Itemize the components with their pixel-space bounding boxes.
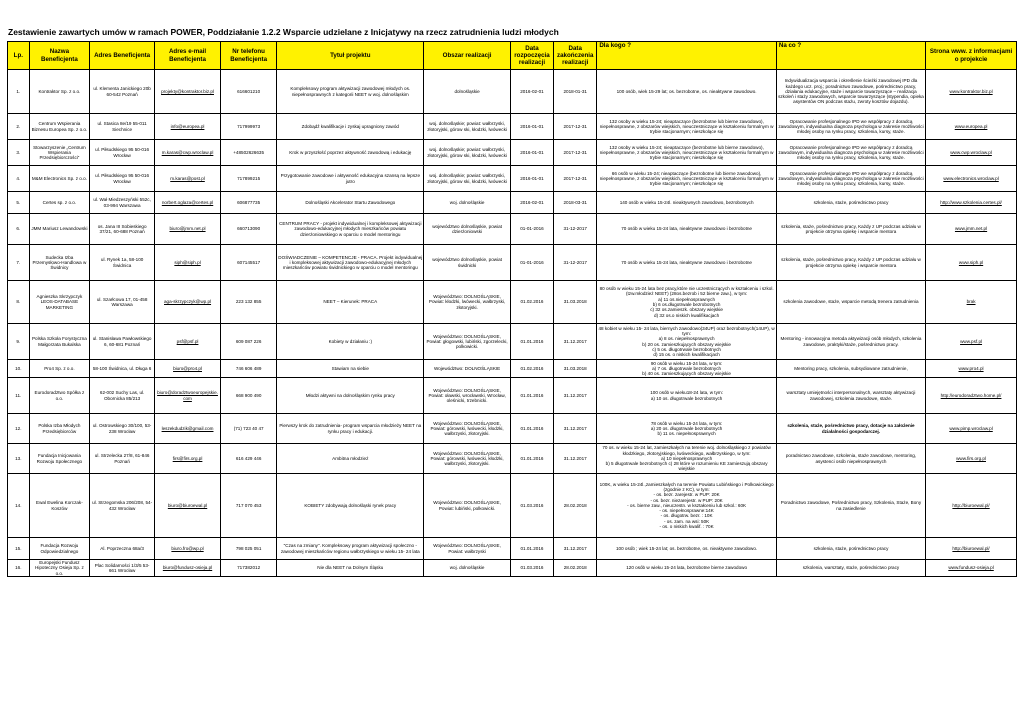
col-header-for-whom: Dla kogo ? [597, 42, 777, 70]
cell-phone: 616601210 [221, 70, 277, 114]
cell-lp: 1. [8, 70, 30, 114]
cell-area: woj. dolnośląskie [424, 560, 511, 577]
cell-title: Krok w przyszłość poprzez aktywność zawodową i edukację [277, 140, 424, 166]
table-row [8, 414, 1017, 444]
cell-address: 62-002 Suchy Las, ul. Obornicka 85/213 [90, 378, 155, 414]
col-header-address: Adres Beneficjenta [90, 42, 155, 70]
cell-title: KOBIETY zdobywają dolnośląski rynek pracy [277, 474, 424, 538]
cell-for-whom: 120 osób w wieku 15-24 lata, bezrobotne bierne zawodowo [597, 560, 777, 577]
table-row [8, 245, 1017, 281]
cell-name: Polska Szkoła Forystyczna Małgorzata Bukalska [29, 324, 90, 360]
cell-title: Pierwszy krok do zatrudnienia- program wsparcia młodzieży NEET na rynku pracy i edukacji. [277, 414, 424, 444]
cell-start: 2016-01-01 [510, 166, 553, 192]
cell-for-what: Mentoring pracy, szkolenia, subsydiowane zatrudnienie, [776, 360, 925, 378]
col-header-phone: Nr telefonu Beneficjenta [221, 42, 277, 70]
cell-www[interactable]: www.electronics.wroclaw.pl [926, 166, 1017, 192]
cell-end: 2017-12-31 [554, 140, 597, 166]
cell-for-whom: 100 osób, wiek 15-29 lat; os. bezrobotne, os. nieaktywne zawodowo. [597, 70, 777, 114]
table-row [8, 538, 1017, 560]
cell-lp: 8. [8, 281, 30, 324]
cell-lp: 2. [8, 114, 30, 140]
table-body [8, 70, 1017, 577]
col-header-email: Adres e-mail Beneficjenta [155, 42, 221, 70]
col-header-name: Nazwa Beneficjenta [29, 42, 90, 70]
document-title: Zestawienie zawartych umów w ramach POWER, Poddziałanie 1.2.2 Wsparcie udzielane z Inicjatywy na rzecz zatrudnienia ludzi młodych [8, 27, 559, 37]
cell-start: 01.01.2016 [510, 378, 553, 414]
cell-area: Województwo: DOLNOŚLĄSKIE, Powiat: wałbrzyski [424, 538, 511, 560]
cell-phone: 798 025 051 [221, 538, 277, 560]
cell-start: 01.01.2016 [510, 324, 553, 360]
cell-start: 2016-02-01 [510, 192, 553, 214]
cell-phone: 607145517 [221, 245, 277, 281]
cell-for-what: szkolenia, warsztaty, staże, pośrednictwo pracy [776, 560, 925, 577]
cell-www[interactable]: http://biuroewal.pl/ [926, 538, 1017, 560]
cell-for-whom: 70 osób w wieku 15-24 lata, nieaktywne zawodowo i bezrobotne [597, 214, 777, 245]
cell-address: 58-100 Świdnica, ul. Długa 6 [90, 360, 155, 378]
cell-start: 01.03.2016 [510, 474, 553, 538]
cell-start: 01.01.2016 [510, 414, 553, 444]
cell-lp: 7. [8, 245, 30, 281]
cell-name: Certes sp. z o.o. [29, 192, 90, 214]
cell-address: ul. Strzelecka 27/8, 61-846 Poznań [90, 444, 155, 474]
cell-name: Fundacja Rozwoju Odpowiedzialnego [29, 538, 90, 560]
cell-www[interactable]: brak [926, 281, 1017, 324]
cell-www[interactable]: http://biuroewal.pl/ [926, 474, 1017, 538]
cell-title: DOŚWIADCZENIE – KOMPETENCJE - PRACA. Projekt indywidualnej i kompleksowej aktywizacji zawodowo-edukacyjnej młodych mieszkańców powiatu świdnickiego w oparciu o model mentoringu [277, 245, 424, 281]
cell-address: os. Jana III Sobieskiego 37/21, 60-688 Poznań [90, 214, 155, 245]
cell-address: ul. Ostrowskiego 30/100, 53-238 Wrocław [90, 414, 155, 444]
cell-www[interactable]: www.jmm.net.pl [926, 214, 1017, 245]
cell-for-whom: 100 osób ; wiek 15-24 lat; os. bezrobotne, os. nieaktywne zawodowo. [597, 538, 777, 560]
cell-area: dolnośląskie [424, 70, 511, 114]
cell-phone: 717382012 [221, 560, 277, 577]
col-header-start: Data rozpoczęcia realizacji [510, 42, 553, 70]
cell-for-what: warsztaty umiejętności interpersonalnych, warsztaty aktywizacji zawodowej, szkolenia zawodowe, staże. [776, 378, 925, 414]
cell-phone: 717899215 [221, 166, 277, 192]
cell-email[interactable]: biuro@fundusz-osieja.pl [155, 560, 221, 577]
table-row [8, 192, 1017, 214]
cell-for-what: Opracowanie profesjonalnego IPD we współpracy z doradcą zawodowym, indywidualna diagnoza psychologa w zakresie możliwości młodej osoby na rynku pracy, szkolenia, kursy, staże. [776, 114, 925, 140]
cell-for-what: Poradnictwo zawodowe, Pośrednictwo pracy, Szkolenia, Staże, Bony na zasiedlenie [776, 474, 925, 538]
cell-address: ul. Strzegomska 206/208, 54-432 Wrocław [90, 474, 155, 538]
col-header-area: Obszar realizacji [424, 42, 511, 70]
cell-area: Województwo: DOLNOŚLĄSKIE, Powiat: lubiński, polkowicki. [424, 474, 511, 538]
cell-www[interactable]: http://www.szkolenia.certes.pl/ [926, 192, 1017, 214]
cell-name: Kontraktor Sp. z o.o. [29, 70, 90, 114]
cell-address: ul. Stanisława Pawłowskiego 6, 60-681 Poznań [90, 324, 155, 360]
table-row [8, 378, 1017, 414]
cell-start: 01.01.2016 [510, 538, 553, 560]
cell-email[interactable]: biuro@pro4.pl [155, 360, 221, 378]
cell-title: NEET – Kierunek: PRACA [277, 281, 424, 324]
cell-for-whom: 132 osoby w wieku 15-24; nieaptaczące (bezrobotne lub bierne zawodowo), niepełnosprawne, z obszarów wiejskich, nieuczestniczące w kształceniu formalnym w trybie stacjonarnym; nieszkolące się [597, 140, 777, 166]
cell-for-what: szkolenia, staże, pośrednictwo pracy [776, 192, 925, 214]
cell-phone: 746 606 489 [221, 360, 277, 378]
cell-area: Województwo: DOLNOŚLĄSKIE, Powiat: głogowski, lubiński, zgorzelecki, polkowicki. [424, 324, 511, 360]
cell-name: Sudecka Izba Przemysłowo-Handlowa w Świdnicy [29, 245, 90, 281]
cell-end: 31.03.2018 [554, 281, 597, 324]
cell-www[interactable]: www.europea.pl [926, 114, 1017, 140]
cell-start: 01.02.2016 [510, 360, 553, 378]
cell-end: 2017-12-31 [554, 166, 597, 192]
table-row [8, 281, 1017, 324]
cell-email[interactable]: biuro.fro@wp.pl [155, 538, 221, 560]
cell-lp: 3. [8, 140, 30, 166]
cell-email[interactable]: biuro@doradztwoeuropejskie.com [155, 378, 221, 414]
contracts-table [7, 41, 1017, 577]
cell-email[interactable]: projekty@kontraktor.biz.pl [155, 70, 221, 114]
cell-area: województwo dolnośląskie, powiat świdnicki [424, 245, 511, 281]
col-header-lp: Lp. [8, 42, 30, 70]
table-row [8, 474, 1017, 538]
table-row [8, 444, 1017, 474]
cell-for-what: szkolenia, staże, pośrednictwo pracy, Każdy z UP podczas udziału w projekcie otrzyma opiekę i wsparcie mentora [776, 214, 925, 245]
cell-title: Nie dla NEET na Dolnym Śląsku [277, 560, 424, 577]
cell-address: ul. Wał Miedzeszyński 552c, 03-994 Warszawa [90, 192, 155, 214]
cell-email[interactable]: psf@psf.pl [155, 324, 221, 360]
cell-end: 2017-12-31 [554, 114, 597, 140]
cell-area: woj. dolnośląskie; powiat: wałbrzyski, złotoryjski, górow ski, kłodzki, lwówecki [424, 166, 511, 192]
cell-for-whom: 70 osób w wieku 15-24 lata, nieaktywne zawodowo i bezrobotne [597, 245, 777, 281]
cell-for-what: poradnictwo zawodowe, szkolenia, staże zawodowe, mentoring, asystenci osób niepełnosprawnych [776, 444, 925, 474]
cell-lp: 15. [8, 538, 30, 560]
cell-title: CENTRUM PRACY - projekt indywidualnej i kompleksowej aktywizacji zawodowo-edukacyjnej młodych mieszkańców powiatu dzierżoniowskiego w oparciu o model mentoringu [277, 214, 424, 245]
cell-phone: 660713090 [221, 214, 277, 245]
cell-lp: 12. [8, 414, 30, 444]
cell-phone: 616 429 446 [221, 444, 277, 474]
cell-end: 31.12.2017 [554, 378, 597, 414]
cell-title: Kompleksowy program aktywizacji zawodowej młodych os. niepełnosprawnych z kategorii NEET w woj. dolnośląskim [277, 70, 424, 114]
cell-start: 01.01.2016 [510, 444, 553, 474]
cell-start: 01-01-2016 [510, 245, 553, 281]
cell-address: ul. Stasica 8e/19 55-011 Siechnice [90, 114, 155, 140]
cell-phone: 668 900 490 [221, 378, 277, 414]
cell-area: Województwo: DOLNOŚLĄSKIE [424, 360, 511, 378]
cell-phone: +48502626635 [221, 140, 277, 166]
cell-www[interactable]: www.pimp.wroclaw.pl [926, 414, 1017, 444]
cell-start: 2016-01-01 [510, 114, 553, 140]
cell-name: JMM Mariusz Lewandowski [29, 214, 90, 245]
cell-phone: (71) 723 40 47 [221, 414, 277, 444]
table-row [8, 166, 1017, 192]
cell-name: Agnieszka Skrzypczyk LEOS-DATABASE MARKETING [29, 281, 90, 324]
cell-address: ul. Szarłcowa 17, 01-458 Warszawa [90, 281, 155, 324]
cell-email[interactable]: biuro@biuroewal.pl [155, 474, 221, 538]
cell-address: Plac Solidarności 1/3/5 53-661 Wrocław [90, 560, 155, 577]
cell-www[interactable]: www.psf.pl [926, 324, 1017, 360]
cell-for-what: szkolenia, staże, pośrednictwo pracy, dotacje na założenie działalności gospodarczej. [776, 414, 925, 444]
cell-lp: 14. [8, 474, 30, 538]
cell-start: 01.02.2016 [510, 281, 553, 324]
cell-end: 31-12-2017 [554, 245, 597, 281]
cell-area: Województwo: DOLNOŚLĄSKIE, Powiat: kłodzki, lwówecki, wałbrzyski, złotoryjski. [424, 281, 511, 324]
cell-lp: 11. [8, 378, 30, 414]
cell-lp: 5. [8, 192, 30, 214]
cell-end: 31.12.2017 [554, 324, 597, 360]
cell-phone: 609 087 226 [221, 324, 277, 360]
cell-address: ul. Rynek 1a, 58-100 Świdnica [90, 245, 155, 281]
cell-area: woj. dolnośląskie [424, 192, 511, 214]
cell-end: 2018-01-31 [554, 70, 597, 114]
cell-lp: 9. [8, 324, 30, 360]
table-row [8, 214, 1017, 245]
cell-title: Przygotowanie zawodowe i aktywność edukacyjna szansą na lepsze jutro [277, 166, 424, 192]
cell-email[interactable]: aga-skrzypczyk@wp.pl [155, 281, 221, 324]
col-header-end: Data zakończenia realizacji [554, 42, 597, 70]
cell-for-what: Opracowanie profesjonalnego IPD we współpracy z doradcą zawodowym, indywidualna diagnoza psychologa w zakresie możliwości młodej osoby na rynku pracy, szkolenia, kursy, staże. [776, 166, 925, 192]
cell-end: 31-12-2017 [554, 214, 597, 245]
cell-for-what: szkolenia, staże, pośrednictwo pracy, Każdy z UP podczas udziału w projekcie otrzyma opiekę i wsparcie mentora [776, 245, 925, 281]
cell-for-what: szkolenia zawodowe, staże, wsparcie metodą trenera zatrudnienia [776, 281, 925, 324]
cell-lp: 13. [8, 444, 30, 474]
cell-phone: 717 070 453 [221, 474, 277, 538]
cell-area: woj. dolnośląskie; powiat: wałbrzyski, złotoryjski, górow ski, kłodzki, lwówecki [424, 114, 511, 140]
table-row [8, 70, 1017, 114]
cell-name: Eurodoradztwo Spółka z o.o. [29, 378, 90, 414]
cell-name: Europejski Fundusz Hipoteczny Osieja Sp. z o.o. [29, 560, 90, 577]
cell-lp: 10. [8, 360, 30, 378]
cell-for-whom: 90 osób w wieku 15-24 lata, w tym: a) 7 os. długotrwale bezrobotnych b) 40 os. zamieszkujących obszary wiejskie [597, 360, 777, 378]
cell-area: województwo dolnośląskie, powiat dzierżoniowski [424, 214, 511, 245]
cell-end: 31.12.2017 [554, 538, 597, 560]
col-header-www: Strona www. z informacjami o projekcie [926, 42, 1017, 70]
cell-for-what: Indywidualizacja wsparcia i określenie ścieżki zawodowej IPD dla każdego ucz. proj.; poradnictwo zawodowe, pośrednictwo pracy, działania edukacyjne, staże i wsparcie towarzyszące – realizacja szkoleń i staży zawodowych, wsparcie towarzyszące (stypendia, opieka asystentów ON podczas stażu, zwroty kosztów dojazdu). [776, 70, 925, 114]
col-header-for-what: Na co ? [776, 42, 925, 70]
table-row [8, 140, 1017, 166]
cell-email[interactable]: m.karas@post.pl [155, 166, 221, 192]
table-row [8, 360, 1017, 378]
cell-end: 2018-03-31 [554, 192, 597, 214]
cell-phone: 223 132 855 [221, 281, 277, 324]
cell-email[interactable]: siph@siph.pl [155, 245, 221, 281]
cell-for-what: Opracowanie profesjonalnego IPD we współpracy z doradcą zawodowym, indywidualna diagnoza psychologa w zakresie możliwości młodej osoby na rynku pracy, szkolenia, kursy, staże. [776, 140, 925, 166]
cell-title: Młodzi aktywni na dolnośląskim rynku pracy [277, 378, 424, 414]
cell-www[interactable]: www.cwp.wroclaw.pl [926, 140, 1017, 166]
cell-lp: 16. [8, 560, 30, 577]
cell-www[interactable]: www.fundusz-osieja.pl [926, 560, 1017, 577]
cell-for-whom: 70 os. w wieku 15-24 lat, zamieszkałych na terenie woj. dolnośląskiego z powiatów kłodzkiego, złotoryjskiego, lwóweckiego, wałbrzyskiego, w tym: a) 10 niepełnosprawnych b) 5 długotrwale bezrobotnych c) 28 które w rozumieniu KE zamieszują obszary wiejskie [597, 444, 777, 474]
cell-www[interactable]: www.pro4.pl [926, 360, 1017, 378]
table-row [8, 560, 1017, 577]
cell-for-whom: 100 osób w wieku18-24 lata, w tym: a) 10 os. długotrwale bezrobotnych [597, 378, 777, 414]
cell-address: ul. Piłsudskiego 95 50-016 Wrocław [90, 140, 155, 166]
cell-for-what: szkolenia, staże, pośrednictwo pracy [776, 538, 925, 560]
cell-www[interactable]: www.kontraktor.biz.pl [926, 70, 1017, 114]
cell-address: Al. Poprzeczna 68a/3 [90, 538, 155, 560]
cell-start: 2016-01-01 [510, 140, 553, 166]
cell-email[interactable]: m.karas@cwp.wroclaw.pl [155, 140, 221, 166]
cell-area: Województwo: DOLNOŚLĄSKIE, Powiat: górowski, lwówecki, kłodzki, wałbrzyski, złotoryjski. [424, 414, 511, 444]
cell-end: 31.12.2017 [554, 444, 597, 474]
cell-email[interactable]: leszekdudzik@gmail.com [155, 414, 221, 444]
cell-name: Stowarzyszenie „Centrum Wspierania Przedsiębiorczości” [29, 140, 90, 166]
cell-name: Ewal Ewelina Korczak-Koszów [29, 474, 90, 538]
cell-title: "Czas na zmiany". Kompleksowy program aktywizacji społeczno - zawodowej mieszkańców regionu wałbrzyskiego w wieku 15- 24 lata [277, 538, 424, 560]
cell-title: Dolnośląski Akcelerator Startu Zawodowego [277, 192, 424, 214]
cell-name: Pro4 Sp. z o.o. [29, 360, 90, 378]
cell-area: Województwo: DOLNOŚLĄSKIE, Powiat: górowski, lwówecki, kłodzki, wałbrzyski, złotoryjski. [424, 444, 511, 474]
cell-for-whom: 66 osób w wieku 15-24; nieaptaczące (bezrobotne lub bierne zawodowo), niepełnosprawne, z obszarów wiejskich, nieuczestniczące w kształceniu formalnym w trybie stacjonarnym; nieszkolące się [597, 166, 777, 192]
table-row [8, 324, 1017, 360]
cell-for-what: Mentoring - innowacyjna metoda aktywizacji osób młodych, szkolenia zawodowe, praktyki/staże, pośrednictwo pracy. [776, 324, 925, 360]
header-row [8, 42, 1017, 70]
cell-lp: 4. [8, 166, 30, 192]
cell-www[interactable]: http://eurodoradztwo.home.pl/ [926, 378, 1017, 414]
cell-phone: 717999973 [221, 114, 277, 140]
cell-name: Polska Izba Młodych Przedsiębiorców [29, 414, 90, 444]
cell-for-whom: 132 osoby w wieku 15-24; nieaptaczące (bezrobotne lub bierne zawodowo), niepełnosprawne, z obszarów wiejskich, nieuczestniczące w kształceniu formalnym w trybie stacjonarnym; nieszkolące się [597, 114, 777, 140]
cell-name: M&M Electronics Sp. z o.o. [29, 166, 90, 192]
cell-area: woj. dolnośląskie; powiat: wałbrzyski, złotoryjski, górow ski, kłodzki, lwówecki [424, 140, 511, 166]
cell-address: ul. Piłsudskiego 95 50-016 Wrocław [90, 166, 155, 192]
cell-area: Województwo: DOLNOŚLĄSKIE, Powiat: oławski, wrocławski, Wrocław, oleśnicki, trzebnicki. [424, 378, 511, 414]
cell-end: 28.02.2018 [554, 474, 597, 538]
cell-email[interactable]: norbert.oglaza@certes.pl [155, 192, 221, 214]
col-header-title: Tytuł projektu [277, 42, 424, 70]
cell-for-whom: 48 kobiet w wieku 15- 24 lata, biernych zawodowo(34UP) oraz bezrobotnych(14UP), w tym: a) 8 os. niepełnosprawnych b) 20 os. zamieszkujących obszary wiejskie c) 5 os. długotrwale bezrobotnych d) 15 os. o niskich kwalifikacjach [597, 324, 777, 360]
cell-start: 01-01-2016 [510, 214, 553, 245]
cell-lp: 6. [8, 214, 30, 245]
cell-title: Zdobądź kwalifikacje i zyskaj upragniony zawód [277, 114, 424, 140]
cell-for-whom: 78 osób w wieku 15-24 lata, w tym: a) 20 os. długotrwale bezrobotnych b) 11 os. niepełnosprawnych [597, 414, 777, 444]
cell-title: Kobiety w działaniu :) [277, 324, 424, 360]
cell-name: Centrum Wspierania Biznesu Europea Sp. z o.o. [29, 114, 90, 140]
cell-for-whom: 140 osób w wieku 15-24l. nieaktywnych zawodowo, bezrobotnych [597, 192, 777, 214]
cell-name: Fundacja Inicjowania Rozwoju Społecznego [29, 444, 90, 474]
cell-start: 2016-02-01 [510, 70, 553, 114]
cell-www[interactable]: www.firs.org.pl [926, 444, 1017, 474]
cell-email[interactable]: biuro@jmm.net.pl [155, 214, 221, 245]
cell-end: 28.02.2018 [554, 560, 597, 577]
cell-end: 31.12.2017 [554, 414, 597, 444]
table-row [8, 114, 1017, 140]
cell-start: 01.03.2016 [510, 560, 553, 577]
cell-title: Stawiam na siebie [277, 360, 424, 378]
cell-title: Ambitna młodzież [277, 444, 424, 474]
cell-www[interactable]: www.siph.pl [926, 245, 1017, 281]
cell-phone: 606877735 [221, 192, 277, 214]
cell-for-whom: 80 osób w wieku 15-24 lata bez pracy,które nie uczestniczących w kształceniu i szkol.(tzw.młodzież NEET) (28os.bezrob i 52 bierne zaw.), w tym: a) 11 os.niepełnosprawnych b) 6 os.długotrwale bezrobotnych c) 32 os.zamieszk. obszary wiejskie d) 32 os.o niskich kwalifikacjach [597, 281, 777, 324]
cell-for-whom: 100K, w wieku 15-24l.,zamieszkałych na terenie Powiatu Lubińskiego i Polkowickiego (zgodnie z KC), w tym: - os. bezr. zarejestr. w PUP: 20K - os. bezr. niezarejestr. w PUP: 20K - os. bierne zaw., nieuczestn. w kształceniu lub szkol.: 60K - os. niepełnosprawne:14K - os. długotrw. bezr. : 10K - os. zam. na wsi: 50K - os. o niskich kwalif. : 70K [597, 474, 777, 538]
cell-email[interactable]: firs@firs.org.pl [155, 444, 221, 474]
cell-email[interactable]: info@europea.pl [155, 114, 221, 140]
cell-end: 31.03.2018 [554, 360, 597, 378]
cell-address: ul. Klementa Janickiego 20b 60-542 Poznań [90, 70, 155, 114]
